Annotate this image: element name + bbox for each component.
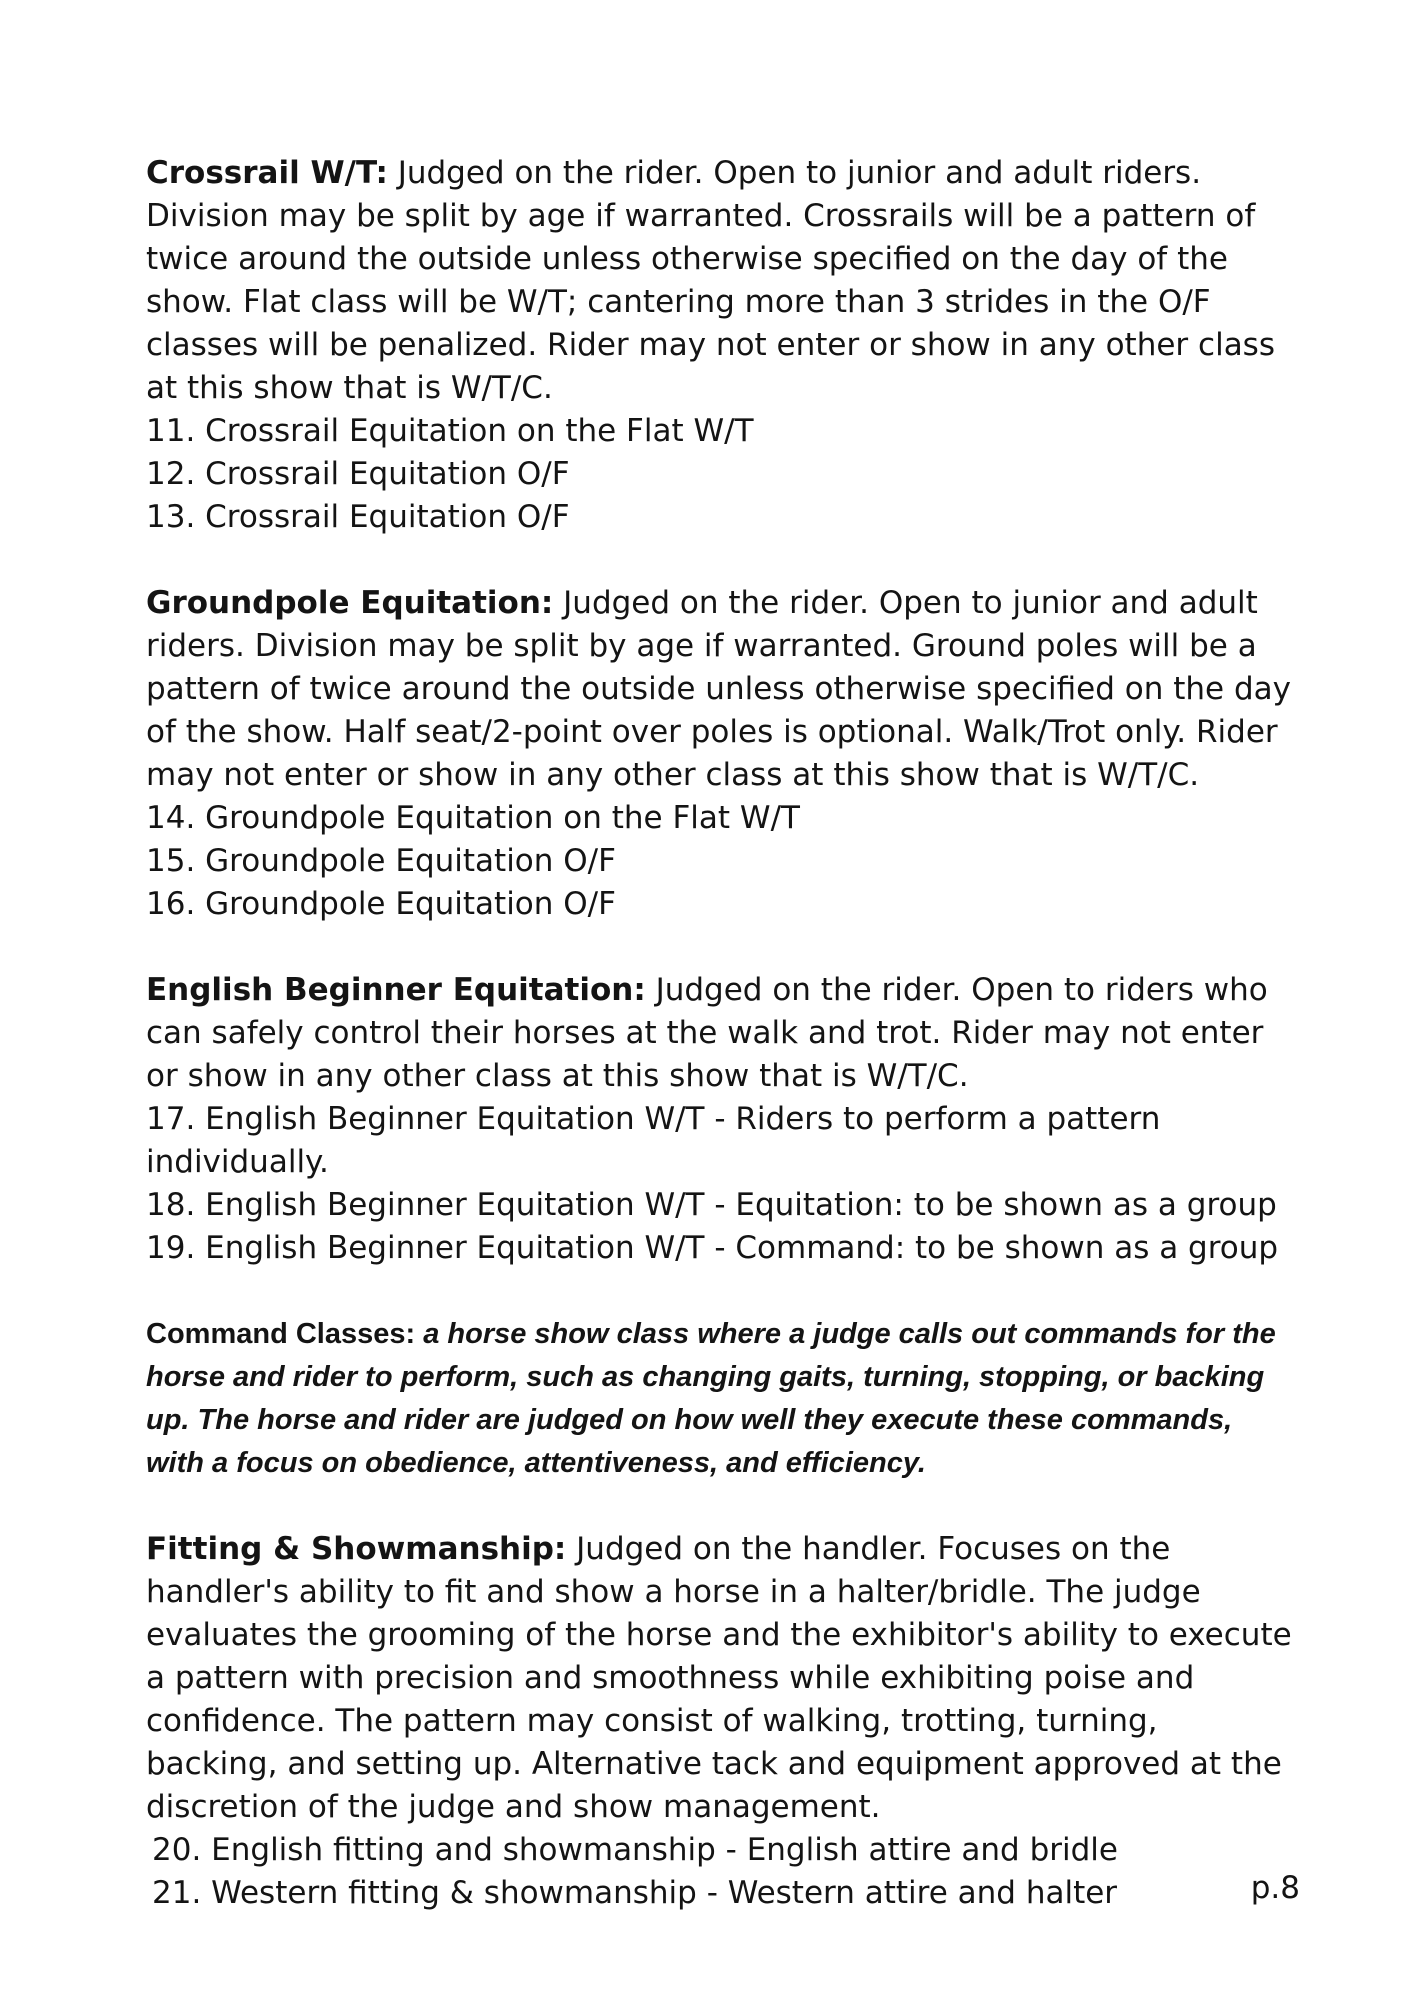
section-description: Judged on the rider. Open to junior and adult riders. Division may be split by age if warranted. Crossrails will be a pattern of twice around the outside unless otherwise specified on the day of the show. Flat class will be W/T; cantering more than 3 strides in the O/F classes will be penalized. Rider may not enter or show in any other class at this show that is W/T/C. xyxy=(146,155,1275,406)
page-number: p.8 xyxy=(1250,1870,1300,1906)
section-fitting-showmanship xyxy=(146,1528,1296,1915)
section-paragraph xyxy=(146,582,1296,797)
section-paragraph xyxy=(146,152,1296,410)
section-description: Judged on the handler. Focuses on the handler's ability to fit and show a horse in a halter/bridle. The judge evaluates the grooming of the horse and the exhibitor's ability to execute a pattern with precision and smoothness while exhibiting poise and confidence. The pattern may consist of walking, trotting, turning, backing, and setting up. Alternative tack and equipment approved at the discretion of the judge and show management. xyxy=(146,1531,1292,1825)
class-item: 17. English Beginner Equitation W/T - Riders to perform a pattern individually. xyxy=(146,1101,1161,1180)
section-description: Judged on the rider. Open to junior and adult riders. Division may be split by age if warranted. Ground poles will be a pattern of twice around the outside unless otherwise specified on the day of the show. Half seat/2-point over poles is optional. Walk/Trot only. Rider may not enter or show in any other class at this show that is W/T/C. xyxy=(146,585,1291,793)
section-paragraph xyxy=(146,1313,1296,1485)
section-spacer xyxy=(146,1270,1296,1313)
section-groundpole xyxy=(146,582,1296,926)
section-description: a horse show class where a judge calls out commands for the horse and rider to perform, such as changing gaits, turning, stopping, or backing up. The horse and rider are judged on how well they execute these commands, with a focus on obedience, attentiveness, and efficiency. xyxy=(146,1318,1276,1479)
section-heading: Fitting & Showmanship: xyxy=(146,1531,567,1567)
section-heading: Groundpole Equitation: xyxy=(146,585,554,621)
section-spacer xyxy=(146,1485,1296,1528)
section-command-classes xyxy=(146,1313,1296,1485)
section-crossrail xyxy=(146,152,1296,539)
section-paragraph xyxy=(146,1528,1296,1829)
section-paragraph xyxy=(146,969,1296,1098)
class-item: 19. English Beginner Equitation W/T - Command: to be shown as a group xyxy=(146,1230,1279,1266)
class-item: 16. Groundpole Equitation O/F xyxy=(146,886,616,922)
page-content xyxy=(146,152,1296,1915)
class-item: 12. Crossrail Equitation O/F xyxy=(146,456,570,492)
class-item: 20. English fitting and showmanship - English attire and bridle xyxy=(152,1832,1118,1868)
class-item: 14. Groundpole Equitation on the Flat W/T xyxy=(146,800,800,836)
class-item: 18. English Beginner Equitation W/T - Equitation: to be shown as a group xyxy=(146,1187,1277,1223)
class-item: 21. Western fitting & showmanship - Western attire and halter xyxy=(152,1875,1118,1911)
section-description: Judged on the rider. Open to riders who can safely control their horses at the walk and trot. Rider may not enter or show in any other class at this show that is W/T/C. xyxy=(146,972,1268,1094)
class-item: 13. Crossrail Equitation O/F xyxy=(146,499,570,535)
section-spacer xyxy=(146,539,1296,582)
section-heading: Command Classes: xyxy=(146,1318,416,1350)
section-spacer xyxy=(146,926,1296,969)
section-english-beginner xyxy=(146,969,1296,1270)
class-item: 11. Crossrail Equitation on the Flat W/T xyxy=(146,413,754,449)
section-heading: Crossrail W/T: xyxy=(146,155,388,191)
section-heading: English Beginner Equitation: xyxy=(146,972,646,1008)
class-item: 15. Groundpole Equitation O/F xyxy=(146,843,616,879)
